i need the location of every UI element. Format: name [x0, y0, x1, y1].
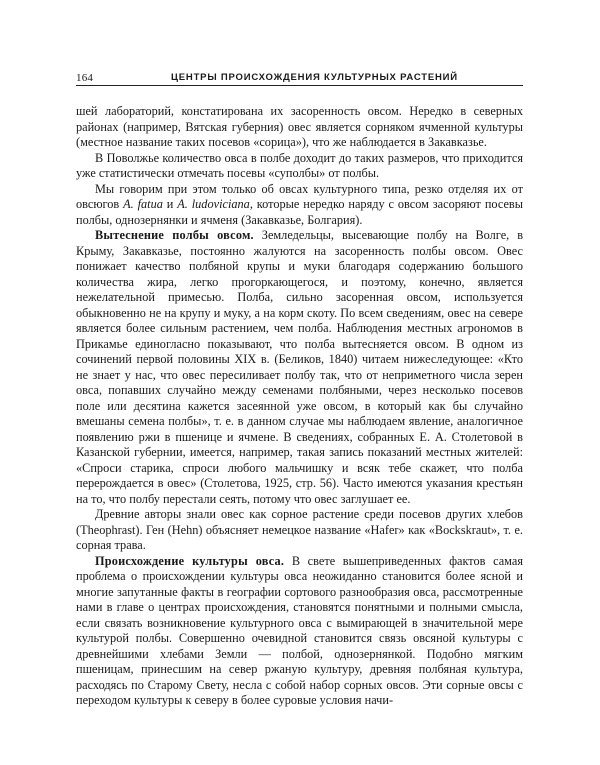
running-title: ЦЕНТРЫ ПРОИСХОЖДЕНИЯ КУЛЬТУРНЫХ РАСТЕНИЙ: [171, 72, 458, 83]
paragraph-text: В свете вышеприведенных фактов самая проблема о происхождении культуры овса неожиданно становится более ясной и многие запутанные факты в географии сортового разнообразия овса, рассмотренные нами в главе о центрах происхождения, становятся понятными и полными смысла, если связать возникновение культурного овса с вымирающей в значительной мере культурой полбы. Совершенно очевидной становится связь овсяной культуры с древнейшими хлебами Земли — полбой, однозернянкой. Подобно мягким пшеницам, принесшим на север ржаную культуру, древняя полбяная культура, расходясь по Старому Свету, несла с собой набор сорных овсов. Эти сорные овсы с переходом культуры к северу в более суровые условия начи-: [76, 553, 523, 707]
running-head: [76, 70, 523, 86]
header-rule: [76, 85, 523, 86]
paragraph: [76, 104, 523, 151]
paragraph-text: шей лабораторий, констатирована их засоренность овсом. Нередко в северных районах (например, Вятская губерния) овес является сорняком ячменной культуры (местное название таких посевов «сорица»), что же наблюдается в Закавказье.: [76, 104, 523, 149]
species-name: A. fatua: [123, 197, 163, 211]
paragraph-heading: Происхождение культуры овса.: [95, 553, 285, 568]
paragraph: [76, 228, 523, 507]
paragraph-text: и: [162, 197, 178, 211]
paragraph: [76, 554, 523, 709]
paragraph: [76, 151, 523, 182]
book-page: [76, 70, 523, 709]
paragraph-heading: Вытеснение полбы овсом.: [95, 228, 254, 242]
paragraph-text: Древние авторы знали овес как сорное растение среди посевов других хлебов (Theophrast). Ген (Hehn) объясняет немецкое название «Hafer» как «Bockskraut», т. е. сорная трава.: [76, 507, 523, 552]
paragraph: [76, 182, 523, 229]
paragraph-text: В Поволжье количество овса в полбе доходит до таких размеров, что приходится уже статистически отмечать посевы «суполбы» от полбы.: [76, 150, 523, 180]
paragraph-text: Земледельцы, высевающие полбу на Волге, в Крыму, Закавказье, постоянно жалуются на засоренность полбы овсом. Овес понижает качество полбяной крупы и муки благодаря содержанию большого количества жира, легко прогоркающегося, и поэтому, конечно, является нежелательной примесью. Полба, сильно засоренная овсом, используется обыкновенно не на крупу и муку, а на корм скоту. По всем сведениям, овес на севере является более сильным растением, чем полба. Наблюдения местных агрономов в Прикамье единогласно показывают, что полба вытесняется овсом. В одном из сочинений первой половины XIX в. (Беликов, 1840) читаем нижеследующее: «Кто не знает у нас, что овес пересиливает полбу так, что от неприметного числа зерен овса, попавших случайно между семенами полбяными, через несколько посевов поле или десятина кажется засеянной уже овсом, в который как бы случайно вмешаны семена полбы», т. е. в данном случае мы наблюдаем явление, аналогичное появлению ржи в пшенице и ячмене. В сведениях, собранных Е. А. Столетовой в Казанской губернии, имеется, например, такая запись показаний местных жителей: «Спроси старика, спроси любого мальчишку и всяк тебе скажет, что полба перерождается в овес» (Столетова, 1925, стр. 56). Часто имеются указания крестьян на то, что полбу перестали сеять, потому что овес заглушает ее.: [76, 228, 523, 506]
page-number: 164: [76, 72, 94, 84]
paragraph-text: , которые нередко наряду с овсом засоряют посевы полбы, однозернянки и ячменя (Закавказье, Болгария).: [76, 197, 523, 227]
species-name: A. ludoviciana: [177, 197, 250, 211]
body-text: [76, 104, 523, 709]
paragraph: [76, 507, 523, 554]
paragraph-text: Мы говорим при этом только об овсах культурного типа, резко отделяя их от овсюгов: [76, 181, 523, 211]
